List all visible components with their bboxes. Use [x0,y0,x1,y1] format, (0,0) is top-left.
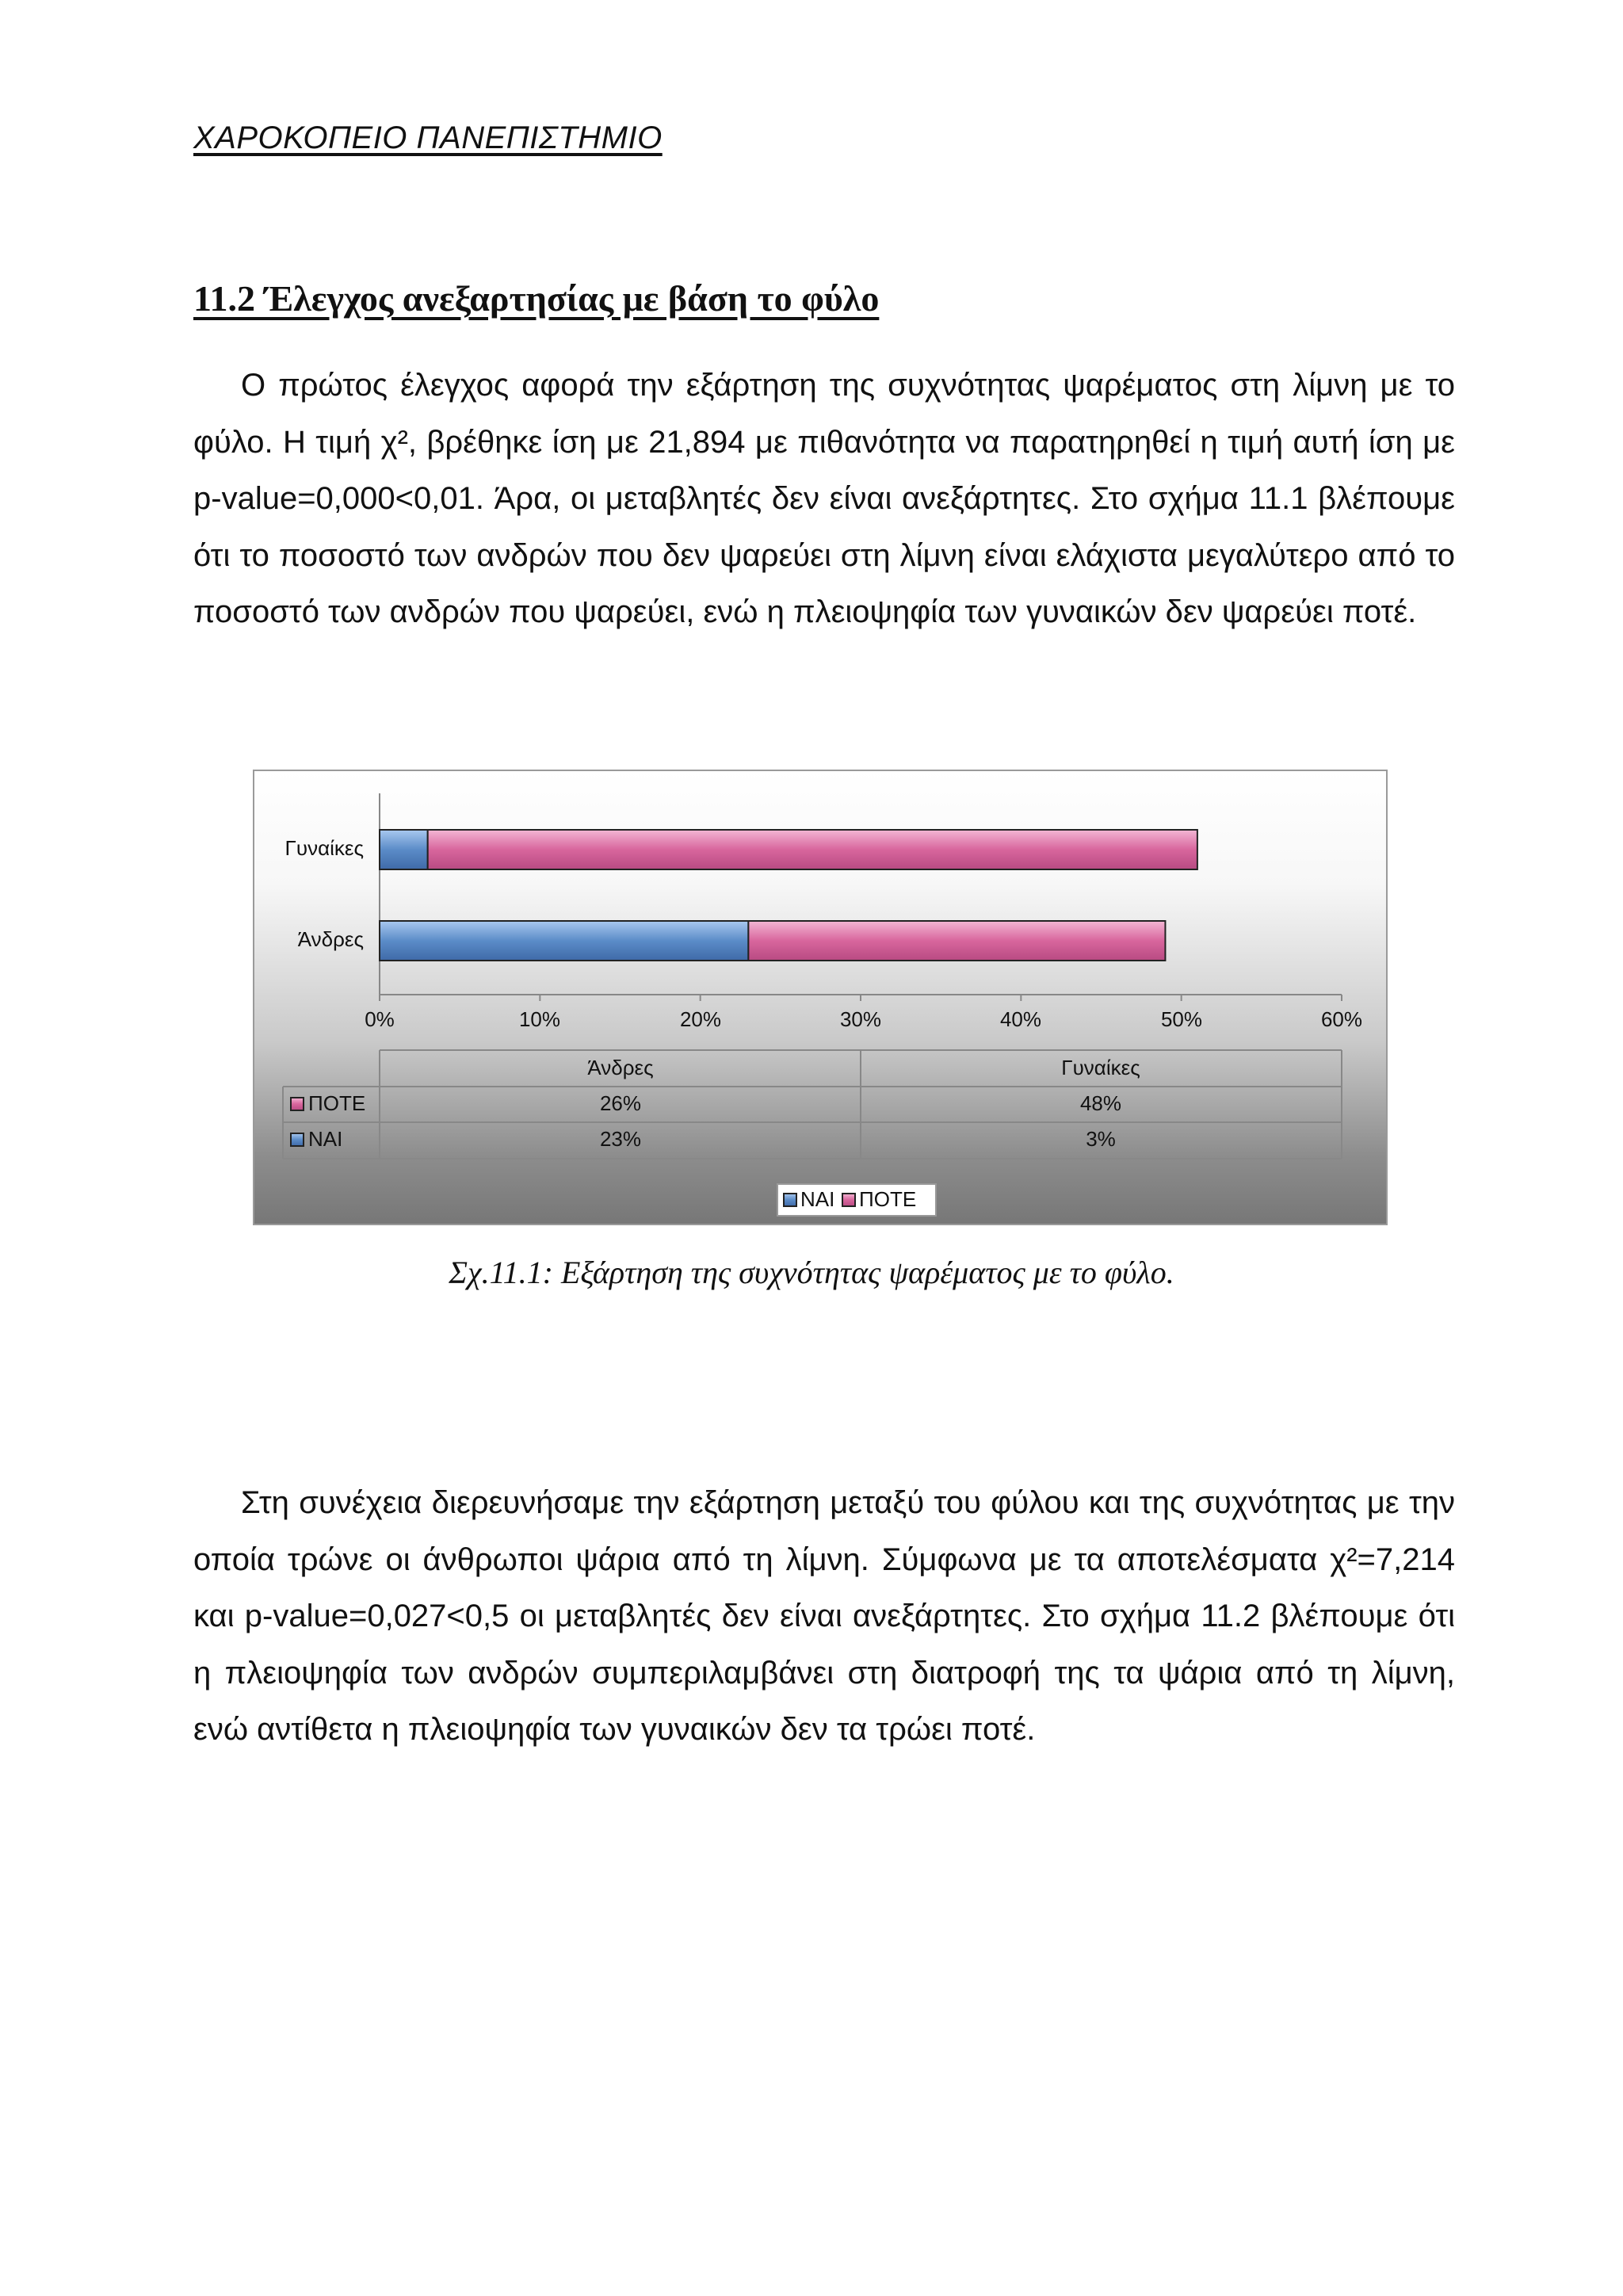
legend-label-yes: ΝΑΙ [800,1186,835,1211]
x-tick-label: 50% [1160,1007,1203,1031]
section-title: 11.2 Έλεγχος ανεξαρτησίας με βάση το φύλο [193,278,880,319]
table-header-women: Γυναίκες [1061,1055,1140,1079]
table-cell-women-never: 48% [1079,1091,1122,1115]
category-label-men: Άνδρες [297,926,364,951]
bar-men-never [748,921,1165,961]
chart-figure [253,770,1388,1225]
table-cell-men-yes: 23% [599,1126,642,1151]
bar-chart-svg [254,771,1389,1227]
x-tick-label: 10% [518,1007,561,1031]
chart-legend [777,1184,936,1216]
body-paragraph-1: Ο πρώτος έλεγχος αφορά την εξάρτηση της συχνότητας ψαρέματος στη λίμνη με το φύλο. Η τιμή χ², βρέθηκε ίση με 21,894 με πιθανότητα να παρατηρηθεί η τιμή αυτή ίση με p-value=0,000<0,01. Άρα, οι μεταβλητές δεν είναι ανεξάρτητες. Στο σχήμα 11.1 βλέπουμε ότι το ποσοστό των ανδρών που δεν ψαρεύει στη λίμνη είναι ελάχιστα μεγαλύτερο από το ποσοστό των ανδρών που ψαρεύει, ενώ η πλειοψηφία των γυναικών δεν ψαρεύει ποτέ. [193,368,1455,629]
bar-women-yes [380,830,428,869]
table-header-men: Άνδρες [587,1055,654,1079]
chart-data-table [283,1050,1342,1159]
body-paragraph-2: Στη συνέχεια διερευνήσαμε την εξάρτηση μεταξύ του φύλου και της συχνότητας με την οποία τρώνε οι άνθρωποι ψάρια από τη λίμνη. Σύμφωνα με τα αποτελέσματα χ²=7,214 και p-value=0,027<0,5 οι μεταβλητές δεν είναι ανεξάρτητες. Στο σχήμα 11.2 βλέπουμε ότι η πλειοψηφία των ανδρών συμπεριλαμβάνει στη διατροφή της τα ψάρια από τη λίμνη, ενώ αντίθετα η πλειοψηφία των γυναικών δεν τα τρώει ποτέ. [193,1485,1455,1747]
x-tick-label: 0% [365,1007,395,1031]
table-key-never [291,1098,304,1110]
table-cell-women-yes: 3% [1086,1126,1116,1151]
legend-label-never: ΠΟΤΕ [859,1186,917,1211]
table-row-label-yes: ΝΑΙ [308,1126,343,1151]
running-header: ΧΑΡΟΚΟΠΕΙΟ ΠΑΝΕΠΙΣΤΗΜΙΟ [193,120,663,155]
table-key-yes [291,1133,304,1146]
legend-key-never [842,1194,855,1206]
x-tick-label: 30% [839,1007,882,1031]
figure-caption: Σχ.11.1: Εξάρτηση της συχνότητας ψαρέματος με το φύλο. [449,1255,1174,1290]
x-tick-label: 20% [679,1007,722,1031]
table-cell-men-never: 26% [599,1091,642,1115]
category-label-women: Γυναίκες [285,835,364,860]
x-tick-label: 60% [1320,1007,1363,1031]
bar-men-yes [380,921,748,961]
legend-key-yes [784,1194,796,1206]
x-tick-label: 40% [999,1007,1042,1031]
table-row-label-never: ΠΟΤΕ [308,1091,366,1115]
bar-women-never [428,830,1197,869]
x-axis-ticks [380,995,1342,1001]
